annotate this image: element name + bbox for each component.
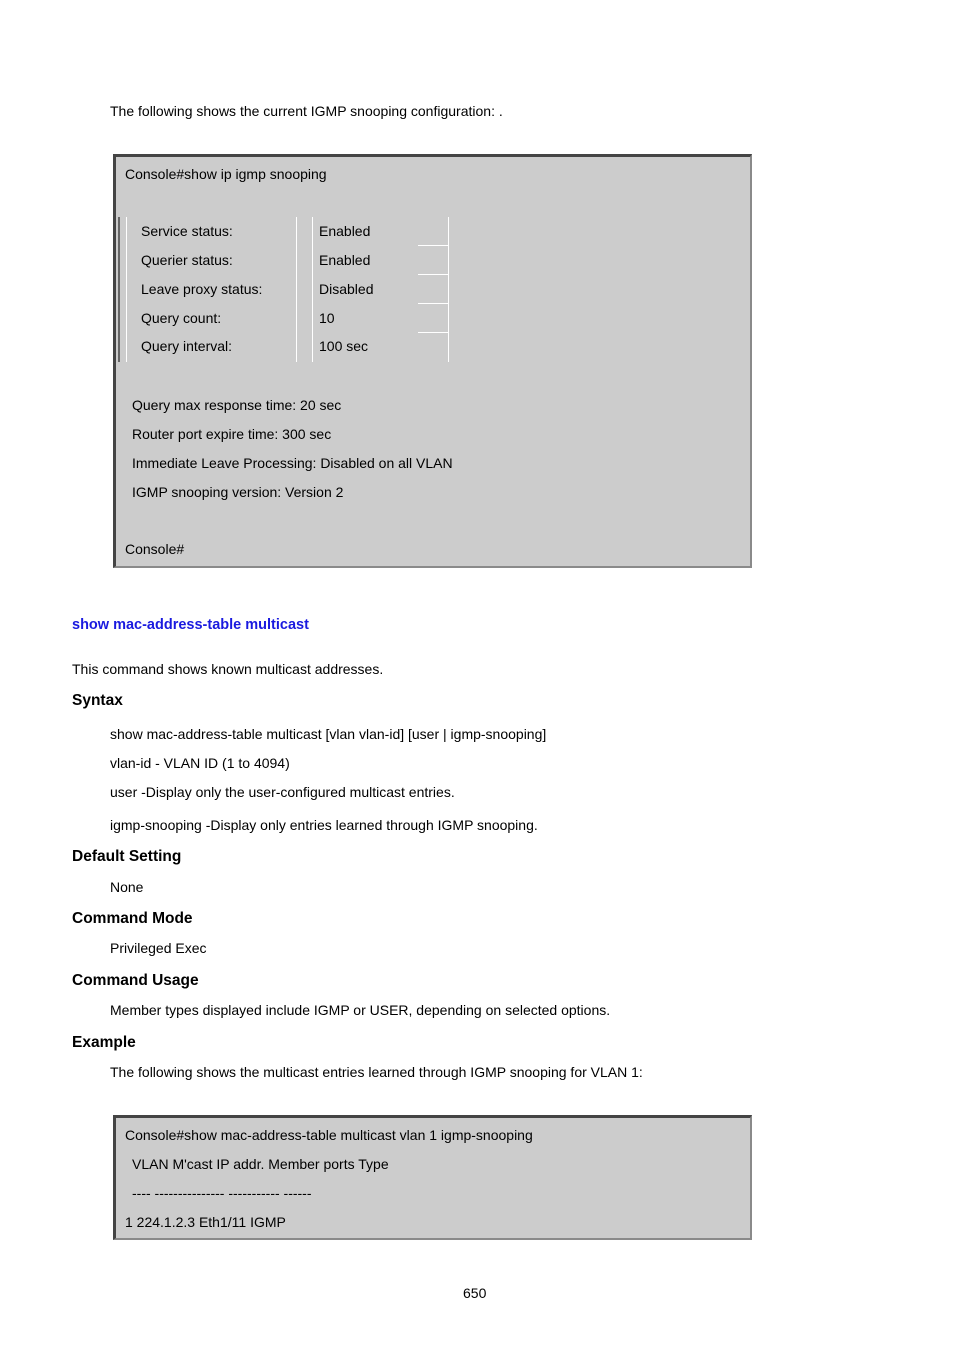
command-title: show mac-address-table multicast <box>72 617 309 633</box>
console-line: Query max response time: 20 sec <box>132 397 342 413</box>
status-value: Enabled <box>319 252 371 268</box>
console-line: Router port expire time: 300 sec <box>132 426 332 442</box>
console-header: VLAN M'cast IP addr. Member ports Type <box>132 1156 389 1172</box>
console-output-multicast <box>113 1115 752 1240</box>
console-command: Console#show ip igmp snooping <box>125 166 327 182</box>
page-number: 650 <box>463 1285 487 1301</box>
status-label: Query count: <box>141 310 222 326</box>
syntax-line: vlan-id - VLAN ID (1 to 4094) <box>110 755 290 771</box>
status-value: Disabled <box>319 281 374 297</box>
console-separator: ---- --------------- ----------- ------ <box>132 1185 312 1201</box>
example-text: The following shows the multicast entries learned through IGMP snooping for VLAN 1: <box>110 1064 643 1080</box>
console-entry: 1 224.1.2.3 Eth1/11 IGMP <box>125 1214 286 1230</box>
console-line: IGMP snooping version: Version 2 <box>132 484 344 500</box>
console-line: Immediate Leave Processing: Disabled on all VLAN <box>132 455 453 471</box>
status-label: Querier status: <box>141 252 233 268</box>
default-setting-heading: Default Setting <box>72 848 182 865</box>
status-label: Service status: <box>141 223 233 239</box>
syntax-line: show mac-address-table multicast [vlan vlan-id] [user | igmp-snooping] <box>110 726 547 742</box>
status-value: 100 sec <box>319 338 369 354</box>
syntax-line: igmp-snooping -Display only entries learned through IGMP snooping. <box>110 817 538 833</box>
igmp-status-table <box>118 217 448 362</box>
intro-text: The following shows the current IGMP snooping configuration: . <box>110 103 503 119</box>
command-usage-text: Member types displayed include IGMP or USER, depending on selected options. <box>110 1002 611 1018</box>
syntax-line: user -Display only the user-configured multicast entries. <box>110 784 455 800</box>
command-mode-text: Privileged Exec <box>110 940 207 956</box>
command-mode-heading: Command Mode <box>72 910 193 927</box>
status-label: Query interval: <box>141 338 233 354</box>
console-prompt: Console# <box>125 541 185 557</box>
default-setting-text: None <box>110 879 144 895</box>
example-heading: Example <box>72 1034 136 1051</box>
console-output-igmp <box>113 154 752 568</box>
command-usage-heading: Command Usage <box>72 972 199 989</box>
syntax-heading: Syntax <box>72 692 123 709</box>
status-label: Leave proxy status: <box>141 281 263 297</box>
console-command: Console#show mac-address-table multicast vlan 1 igmp-snooping <box>125 1127 533 1143</box>
status-value: 10 <box>319 310 335 326</box>
status-value: Enabled <box>319 223 371 239</box>
command-description: This command shows known multicast addresses. <box>72 661 384 677</box>
